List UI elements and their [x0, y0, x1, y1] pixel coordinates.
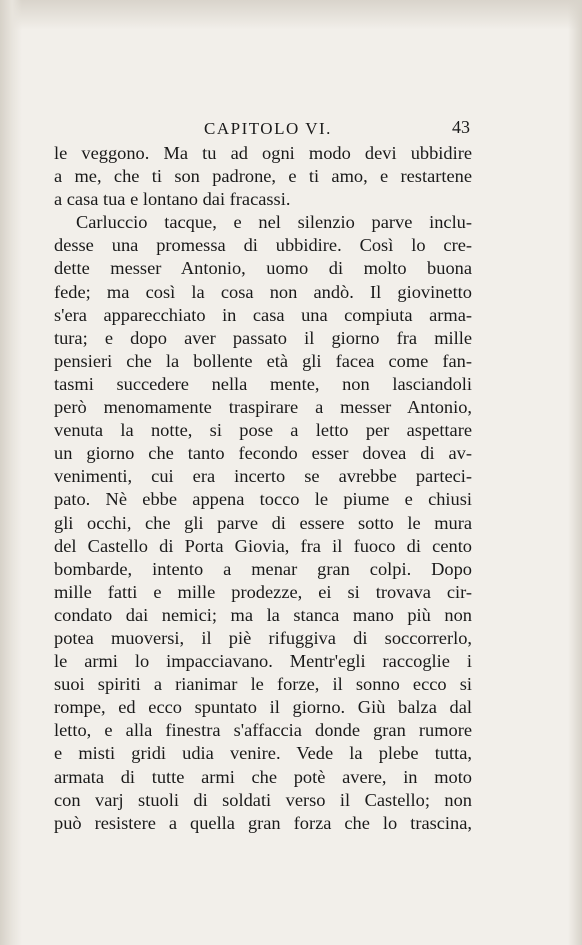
text-line: però menomamente traspirare a messer Antonio,	[54, 397, 472, 418]
text-line: le veggono. Ma tu ad ogni modo devi ubbidire	[54, 143, 472, 163]
page-gutter-shadow	[0, 0, 22, 945]
text-line: a casa tua e lontano dai fracassi.	[54, 189, 291, 210]
text-line: fede; ma così la cosa non andò. Il giovinetto	[54, 281, 472, 302]
text-line: condato dai nemici; ma la stanca mano più non	[54, 604, 472, 625]
text-line: pato. Nè ebbe appena tocco le piume e chiusi	[54, 489, 472, 510]
text-line: suoi spiriti a rianimar le forze, il sonno ecco si	[54, 674, 472, 695]
text-line: dette messer Antonio, uomo di molto buona	[54, 258, 472, 279]
text-line: tura; e dopo aver passato il giorno fra mille	[54, 327, 472, 348]
chapter-title: CAPITOLO VI.	[204, 119, 332, 138]
text-line: rompe, ed ecco spuntato il giorno. Giù balza dal	[54, 697, 472, 718]
text-line: s'era apparecchiato in casa una compiuta arma-	[54, 304, 472, 325]
page-top-shadow	[0, 0, 582, 30]
text-line: le armi lo impacciavano. Mentr'egli raccoglie i	[54, 651, 472, 672]
text-line: e misti gridi udia venire. Vede la plebe tutta,	[54, 743, 472, 764]
text-line: venuta la notte, si pose a letto per aspettare	[54, 420, 472, 441]
text-line: un giorno che tanto fecondo esser dovea di av-	[54, 443, 472, 464]
text-line: con varj stuoli di soldati verso il Castello; non	[54, 789, 472, 810]
running-head	[80, 117, 470, 145]
text-line: mille fatti e mille prodezze, ei si trovava cir-	[54, 581, 472, 602]
text-line: armata di tutte armi che potè avere, in moto	[54, 766, 472, 787]
text-line: bombarde, intento a menar gran colpi. Dopo	[54, 558, 472, 579]
text-line: desse una promessa di ubbidire. Così lo cre-	[54, 235, 472, 256]
text-line: tasmi succedere nella mente, non lasciandoli	[54, 373, 472, 394]
text-line: a me, che ti son padrone, e ti amo, e restartene	[54, 166, 472, 187]
text-line: potea muoversi, il piè rifuggiva di soccorrerlo,	[54, 627, 472, 648]
text-line: gli occhi, che gli parve di essere sotto le mura	[54, 512, 472, 533]
text-line: letto, e alla finestra s'affaccia donde gran rumore	[54, 720, 472, 741]
text-line: del Castello di Porta Giovia, fra il fuoco di cento	[54, 535, 472, 556]
page-number: 43	[452, 117, 470, 137]
text-line: può resistere a quella gran forza che lo trascina,	[54, 812, 472, 833]
text-line: venimenti, cui era incerto se avrebbe parteci-	[54, 466, 472, 487]
paragraph-first-line: Carluccio tacque, e nel silenzio parve inclu-	[76, 212, 472, 233]
text-line: pensieri che la bollente età gli facea come fan-	[54, 350, 472, 371]
body-text	[54, 142, 472, 835]
page-right-edge	[568, 0, 582, 945]
